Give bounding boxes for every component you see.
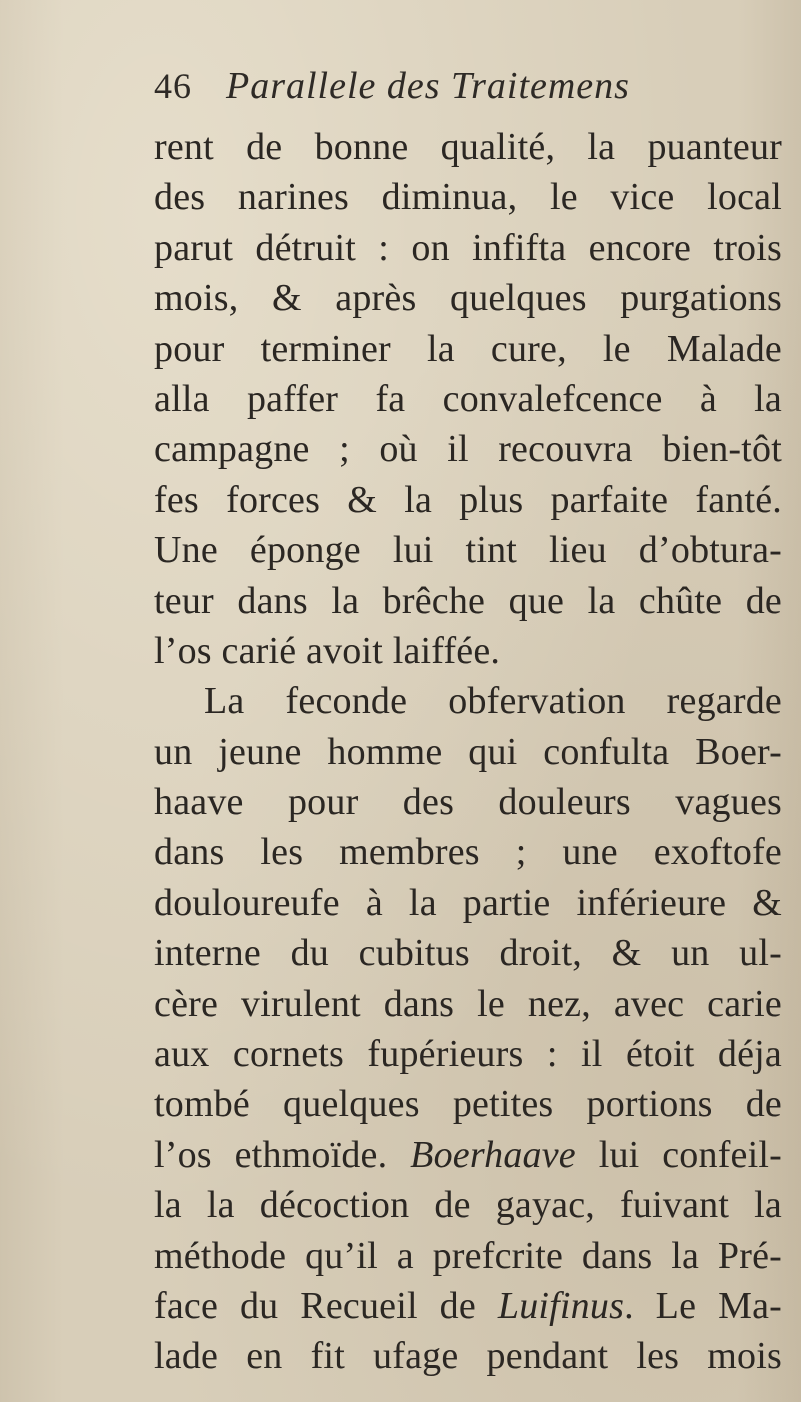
text-line: fes forces & la plus parfaite fanté. <box>154 478 782 521</box>
text-line <box>154 1130 782 1180</box>
body-text <box>154 122 781 1382</box>
text-line: mois, & après quelques purgations <box>154 277 782 320</box>
page-number: 46 <box>154 66 192 106</box>
text-line: haave pour des douleurs vagues <box>154 781 782 824</box>
text-line: la la décoction de gayac, fuivant la <box>154 1184 782 1227</box>
text-line <box>154 1281 782 1331</box>
text-line: lade en fit ufage pendant les mois <box>154 1335 782 1378</box>
text-line: parut détruit : on infifta encore trois <box>154 226 782 269</box>
running-head <box>154 64 781 120</box>
text-line: dans les membres ; une exoftofe <box>154 831 782 874</box>
name-luifinus: Luifinus <box>497 1284 625 1327</box>
text-line: Une éponge lui tint lieu d’obtura- <box>154 529 782 572</box>
text-line: des narines diminua, le vice local <box>154 176 782 219</box>
text-line: l’os carié avoit laiffée. <box>154 629 501 672</box>
text-segment: l’os ethmoïde. <box>154 1133 388 1176</box>
running-title: Parallele des Traitemens <box>226 65 630 107</box>
text-line: campagne ; où il recouvra bien-tôt <box>154 428 782 471</box>
text-line: tombé quelques petites portions de <box>154 1083 782 1126</box>
text-line: aux cornets fupérieurs : il étoit déja <box>154 1033 782 1076</box>
text-line: alla paffer fa convalefcence à la <box>154 377 782 420</box>
text-segment: . Le Ma- <box>624 1284 782 1327</box>
text-line: un jeune homme qui confulta Boer- <box>154 730 782 773</box>
text-line: interne du cubitus droit, & un ul- <box>154 932 782 975</box>
text-line: douloureufe à la partie inférieure & <box>154 881 782 924</box>
text-segment: face du Recueil de <box>154 1284 476 1327</box>
text-line: méthode qu’il a prefcrite dans la Pré- <box>154 1234 782 1277</box>
text-segment: lui confeil- <box>598 1133 782 1176</box>
name-boerhaave: Boerhaave <box>410 1133 576 1176</box>
text-line: teur dans la brêche que la chûte de <box>154 579 782 622</box>
text-line: cère virulent dans le nez, avec carie <box>154 982 782 1025</box>
text-line: La feconde obfervation regarde <box>204 680 782 723</box>
text-line: rent de bonne qualité, la puanteur <box>154 126 782 168</box>
text-line: pour terminer la cure, le Malade <box>154 327 782 370</box>
